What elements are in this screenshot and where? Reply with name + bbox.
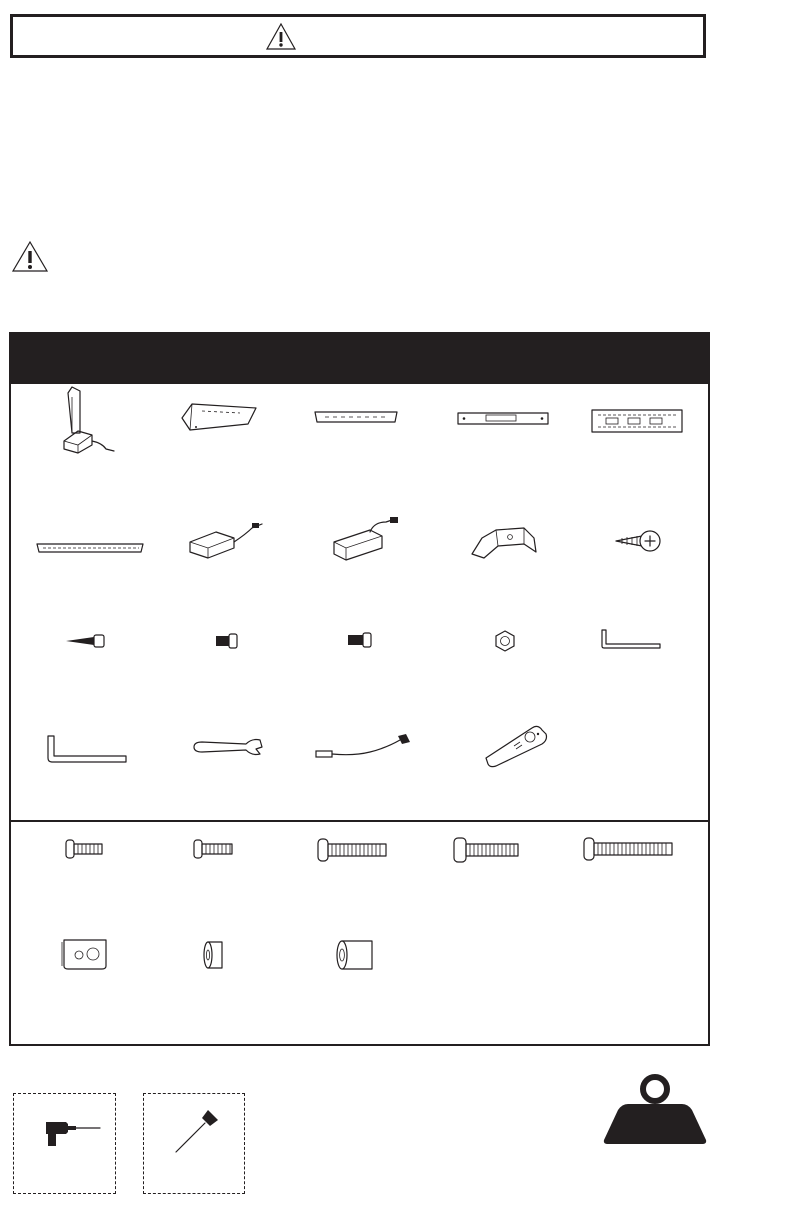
machine-screw-m6-long-part (316, 837, 388, 863)
slotted-rail-part (456, 410, 550, 428)
wood-screw-part (64, 632, 108, 650)
parts-table-header (11, 334, 708, 384)
long-slotted-rail-part (35, 540, 145, 558)
hex-nut-part (494, 630, 516, 652)
washer-plate-part (58, 936, 112, 972)
power-cord-part (314, 726, 414, 766)
warning-banner (10, 14, 706, 58)
large-allen-key-part (44, 734, 130, 764)
weight-icon (602, 1074, 708, 1146)
power-supply-part (330, 514, 404, 564)
mount-arm-assembly-part (58, 385, 118, 455)
warning-triangle-icon (265, 22, 297, 52)
wall-plate-part (590, 408, 684, 434)
bracket-rail-part (313, 408, 399, 428)
machine-screw-m6-medium-part (452, 836, 520, 864)
self-tapping-screw-part (612, 527, 664, 555)
machine-screw-m8-long-part (582, 836, 674, 862)
remote-control-part (480, 722, 552, 768)
machine-screw-m4-short-part (64, 838, 104, 860)
machine-screw-m4-medium-part (192, 838, 234, 860)
short-bolt-part (214, 632, 240, 650)
screwdriver-icon (172, 1106, 222, 1156)
caution-triangle-icon (11, 240, 49, 274)
tool-box-drill (13, 1093, 116, 1194)
spacer-large-part (334, 938, 376, 972)
angle-bracket-part (468, 520, 540, 560)
drill-icon (44, 1120, 104, 1150)
power-adapter-part (186, 520, 266, 560)
open-end-wrench-part (190, 736, 266, 758)
spacer-small-part (202, 938, 228, 972)
tool-box-screwdriver (143, 1093, 245, 1194)
section-divider (11, 820, 708, 822)
small-allen-key-part (598, 628, 664, 652)
motor-housing-part (178, 400, 260, 436)
short-bolt-2-part (346, 631, 374, 649)
